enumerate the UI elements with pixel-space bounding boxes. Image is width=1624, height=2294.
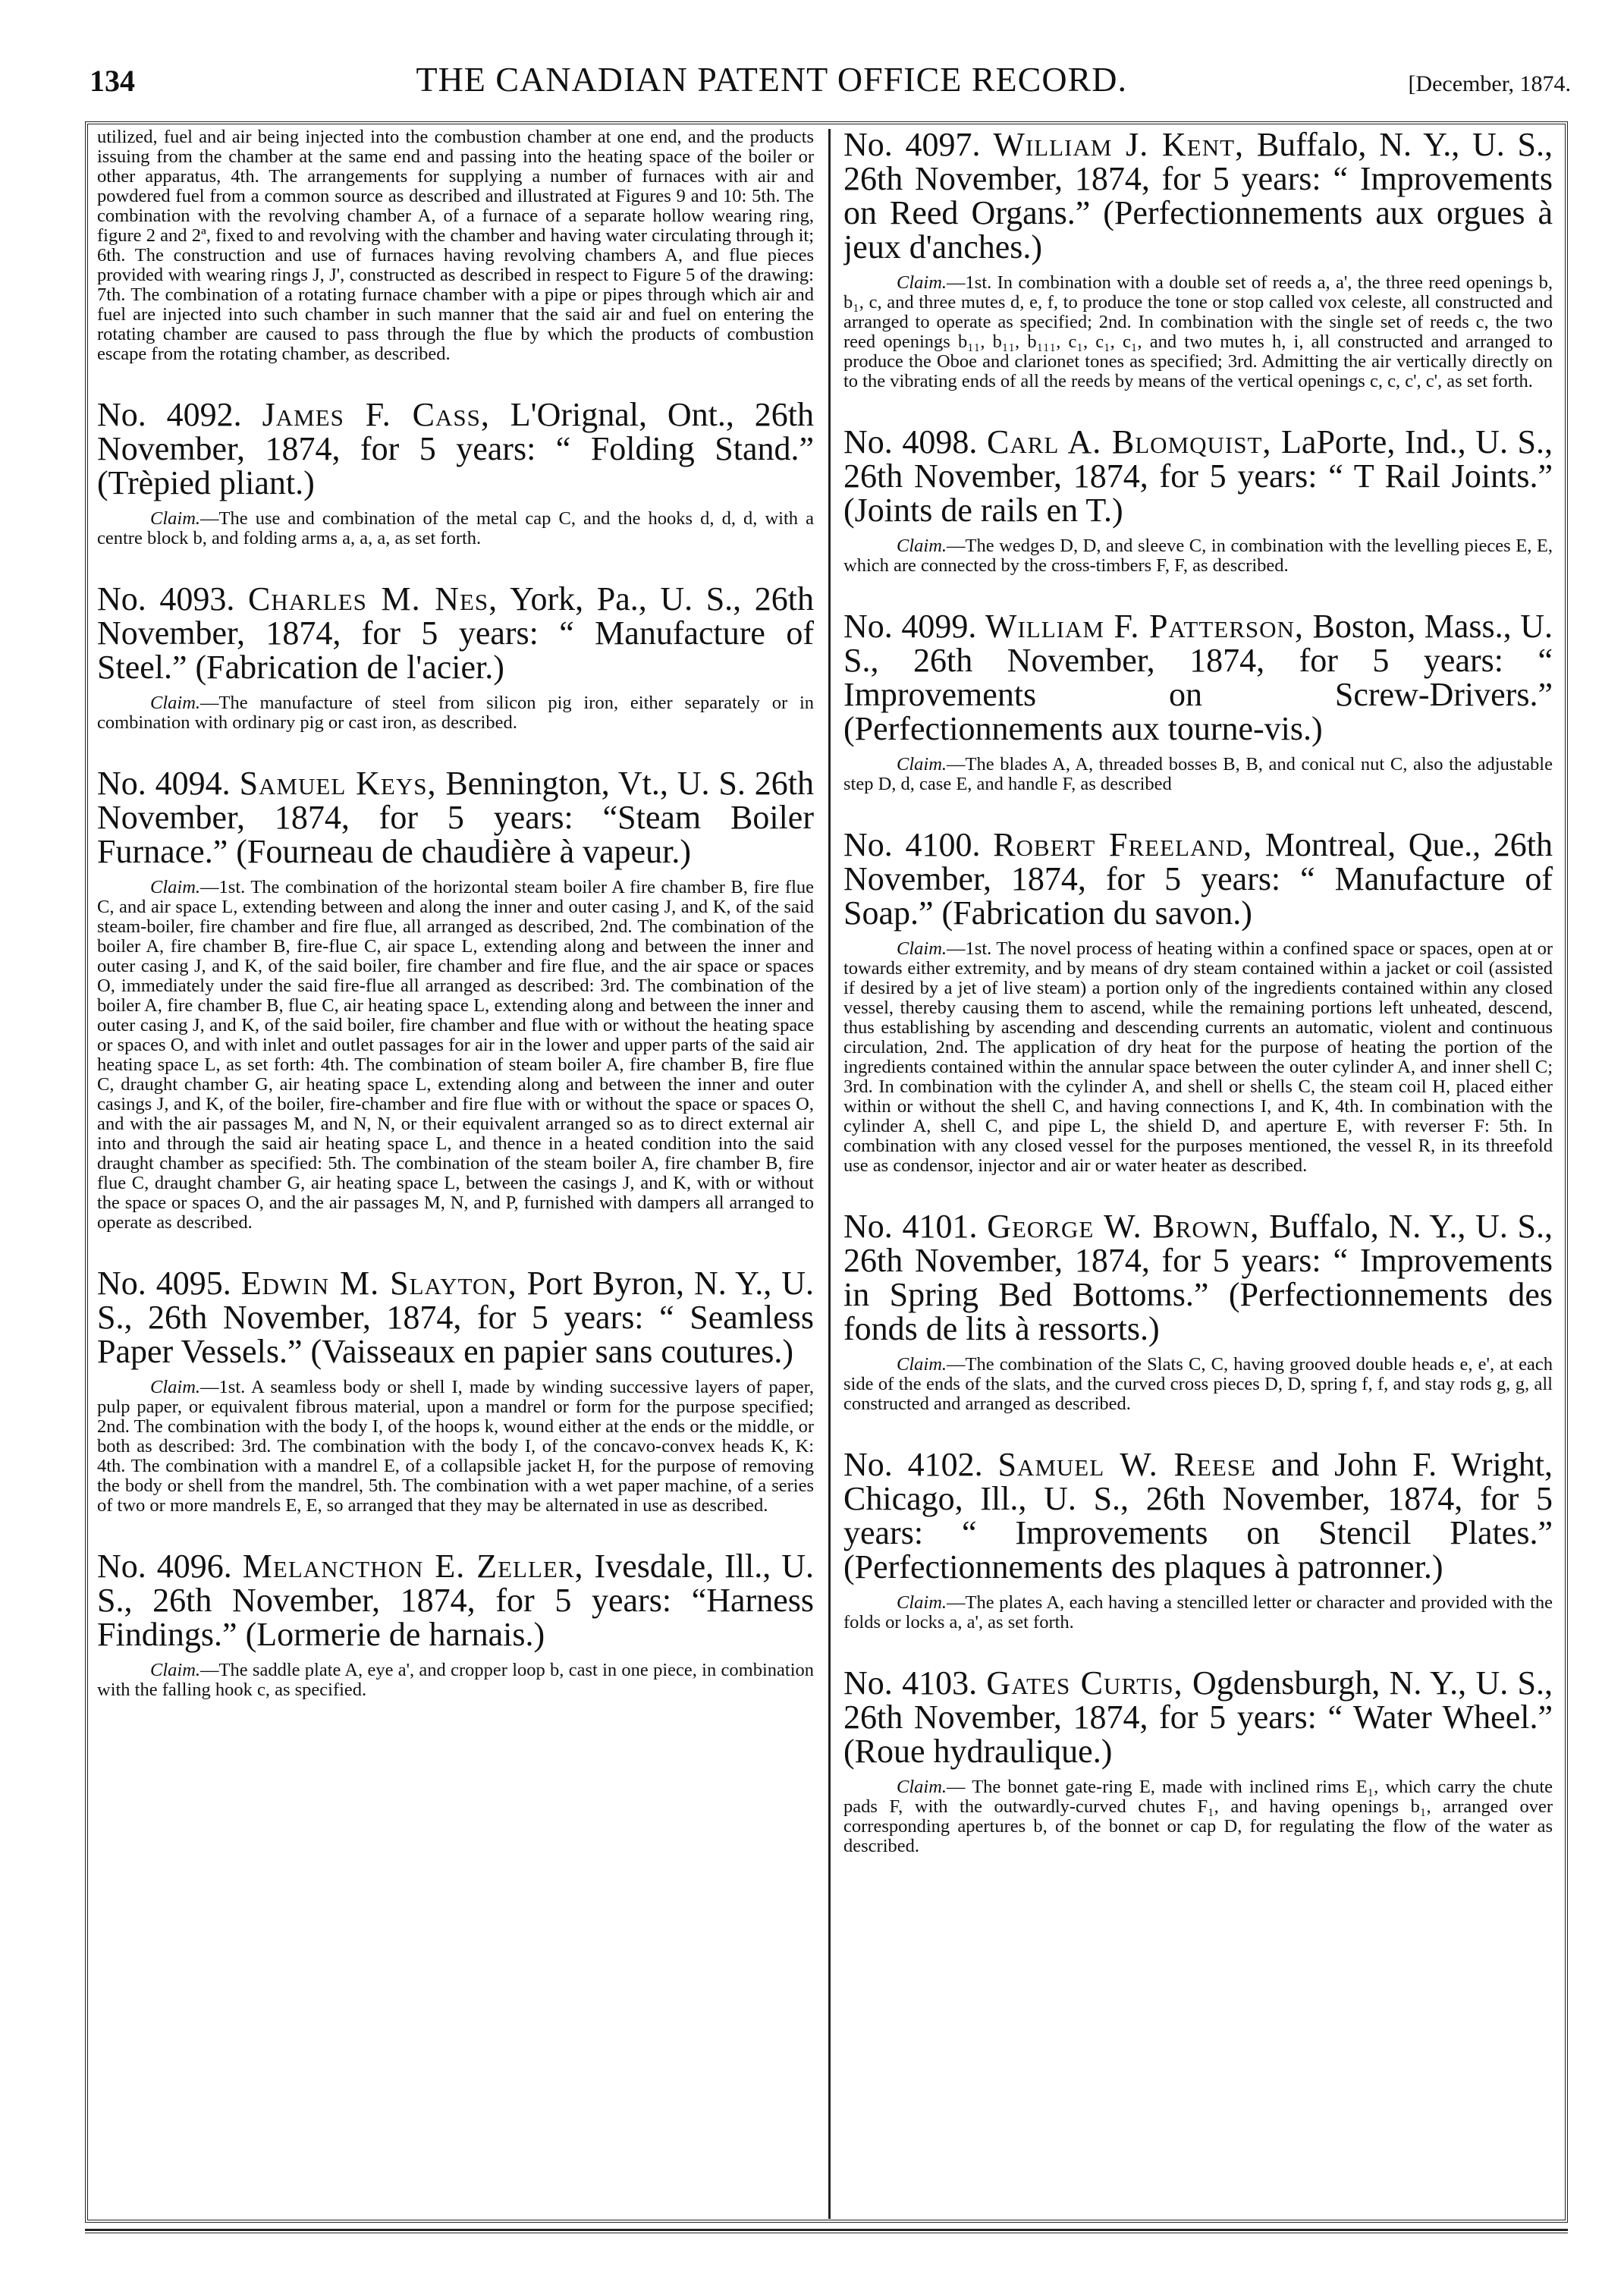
patent-number: No. 4103. — [843, 1664, 978, 1702]
patent-details: and John F. Wright, Chicago, Ill., U. S., 26th November, 1874, for 5 years: “ Improvements on Stencil Plates.” (Perfectionnements des plaques à patronner.) — [843, 1446, 1553, 1585]
claim-label: Claim. — [150, 1660, 201, 1680]
claim-label: Claim. — [150, 508, 201, 529]
claim-label: Claim. — [150, 877, 201, 897]
claim-label: Claim. — [897, 1777, 947, 1797]
patent-details: Ivesdale, Ill., U. S., 26th November, 1874, for 5 years: “Harness Findings.” (Lormerie de harnais.) — [97, 1548, 814, 1653]
patent-heading — [97, 1266, 814, 1369]
patent-claim — [843, 1355, 1553, 1414]
claim-label: Claim. — [897, 938, 947, 959]
claim-text: —The manufacture of steel from silicon pig iron, either separately or in combination with ordinary pig or cast iron, as described. — [97, 693, 814, 733]
patent-claim — [843, 755, 1553, 794]
claim-text: —1st. The novel process of heating within a confined space or spaces, open at or towards either extremity, and by means of dry steam contained within a jacket or coil (assisted if desired by a jet of live steam) a portion only of the ingredients contained within any closed vessel, thereby causing them to ascend, while the remaining portions left unheated, descend, thus establishing by ascending and descending currents an automatic, violent and continuous circulation, 2nd. The application of dry heat for the purpose of heating the portion of the ingredients contained within the annular space between the outer cylinder A, and inner shell C; 3rd. In combination with the cylinder A, and shell or shells C, the steam coil H, placed either within or without the shell C, and having connections I, and K, 4th. In combination with the cylinder A, shell C, and pipe L, the shield D, and aperture E, with reverser F: 5th. In combination with any closed vessel for the purposes mentioned, the vessel R, in its threefold use as condensor, injector and air or water heater as described. — [843, 938, 1553, 1176]
patent-entry-4095 — [97, 1266, 814, 1516]
patent-claim — [97, 1378, 814, 1516]
patent-number: No. 4095. — [97, 1265, 231, 1302]
patent-details: Bennington, Vt., U. S. 26th November, 1874, for 5 years: “Steam Boiler Furnace.” (Fourneau de chaudière à vapeur.) — [97, 765, 814, 870]
right-column — [843, 127, 1553, 2217]
patent-entry-4101 — [843, 1209, 1553, 1414]
patent-entry-4097 — [843, 127, 1553, 391]
column-divider — [828, 129, 831, 2219]
patent-details: Port Byron, N. Y., U. S., 26th November, 1874, for 5 years: “ Seamless Paper Vessels.” (Vaisseaux en papier sans coutures.) — [97, 1265, 814, 1370]
patent-entry-4094 — [97, 766, 814, 1233]
claim-text: —The use and combination of the metal cap C, and the hooks d, d, d, with a centre block b, and folding arms a, a, a, as set forth. — [97, 508, 814, 548]
claim-label: Claim. — [897, 1354, 947, 1375]
patent-details: Montreal, Que., 26th November, 1874, for 5 years: “ Manufacture of Soap.” (Fabrication du savon.) — [843, 826, 1553, 932]
patent-heading — [843, 1666, 1553, 1768]
patentee-name: George W. Brown, — [987, 1208, 1260, 1245]
claim-text: —The saddle plate A, eye a', and cropper loop b, cast in one piece, in combination with the falling hook c, as specified. — [97, 1660, 814, 1700]
patent-details: Boston, Mass., U. S., 26th November, 1874, for 5 years: “ Improvements on Screw-Drivers.” (Perfectionnements aux tourne-vis.) — [843, 608, 1553, 747]
issue-date: [December, 1874. — [1408, 71, 1571, 96]
patent-details: York, Pa., U. S., 26th November, 1874, for 5 years: “ Manufacture of Steel.” (Fabrication de l'acier.) — [97, 580, 814, 686]
patent-claim — [97, 509, 814, 548]
claim-label: Claim. — [150, 1377, 201, 1397]
patent-number: No. 4093. — [97, 580, 235, 617]
patent-number: No. 4092. — [97, 396, 242, 433]
patent-number: No. 4096. — [97, 1548, 232, 1585]
patent-entry-4103 — [843, 1666, 1553, 1856]
patent-number: No. 4094. — [97, 765, 231, 802]
patent-heading — [97, 766, 814, 869]
patent-heading — [843, 425, 1553, 527]
patent-number: No. 4098. — [843, 423, 978, 460]
patent-heading — [843, 828, 1553, 930]
claim-text: —The combination of the Slats C, C, having grooved double heads e, e', at each side of the ends of the slats, and the curved cross pieces D, D, spring f, f, and stay rods g, g, all constructed and arranged as described. — [843, 1354, 1553, 1414]
patent-claim — [843, 273, 1553, 391]
patent-claim — [843, 1593, 1553, 1633]
patent-number: No. 4102. — [843, 1446, 983, 1483]
patent-claim — [97, 1661, 814, 1700]
patentee-name: Carl A. Blomquist, — [987, 423, 1272, 460]
claim-label: Claim. — [897, 1592, 947, 1613]
claim-text: — The bonnet gate-ring E, made with inclined rims E₁, which carry the chute pads F, with the outwardly-curved chutes F₁, and having openings b₁, arranged over corresponding apertures b, of the bonnet or cap D, for regulating the flow of the water as described. — [843, 1777, 1553, 1856]
patentee-name: William F. Patterson, — [985, 608, 1304, 645]
publication-title: THE CANADIAN PATENT OFFICE RECORD. — [416, 60, 1127, 99]
claim-label: Claim. — [897, 272, 947, 293]
patent-heading — [843, 127, 1553, 264]
patentee-name: Charles M. Nes, — [247, 580, 498, 617]
patent-number: No. 4100. — [843, 826, 981, 863]
patentee-name: Melancthon E. Zeller, — [242, 1548, 584, 1585]
patent-details: Buffalo, N. Y., U. S., 26th November, 1874, for 5 years: “ Improvements on Reed Organs.” (Perfectionnements aux orgues à jeux d'anches.) — [843, 127, 1553, 266]
claim-label: Claim. — [150, 693, 201, 713]
running-header — [90, 59, 1571, 105]
patent-heading — [843, 1209, 1553, 1346]
continued-claim — [97, 127, 814, 364]
patent-claim — [843, 939, 1553, 1176]
patent-heading — [97, 1549, 814, 1651]
patent-number: No. 4099. — [843, 608, 977, 645]
claim-text: —1st. In combination with a double set of reeds a, a', the three reed openings b, b₁, c, and three mutes d, e, f, to produce the tone or stop called vox celeste, all constructed and arranged to operate as specified; 2nd. In combination with the single set of reeds c, the two reed openings b₁₁, b₁₁, b₁₁₁, c₁, c₁, c₁, and two mutes h, i, all constructed and arranged to produce the Oboe and clarionet tones as specified; 3rd. Admitting the air vertically directly on to the vibrating ends of all the reeds by means of the vertical openings c, c, c', c', as set forth. — [843, 272, 1553, 391]
patent-heading — [97, 582, 814, 684]
patent-claim — [97, 693, 814, 733]
patentee-name: Gates Curtis, — [986, 1664, 1183, 1702]
patent-claim — [97, 878, 814, 1233]
patent-entry-4092 — [97, 398, 814, 548]
patent-number: No. 4097. — [843, 127, 981, 163]
patent-number: No. 4101. — [843, 1208, 978, 1245]
patentee-name: James F. Cass, — [262, 396, 490, 433]
patentee-name: Samuel W. Reese — [997, 1446, 1256, 1483]
continued-claim-text: utilized, fuel and air being injected into the combustion chamber at one end, and the products issuing from the chamber at the same end and passing into the heating space of the boiler or other apparatus, 4th. The arrangements for supplying a number of furnaces with air and powdered fuel from a common source as described and illustrated at Figures 9 and 10: 5th. The combination with the revolving chamber A, of a furnace of a separate hollow wearing ring, figure 2 and 2ª, fixed to and revolving with the chamber and having water circulating through it; 6th. The construction and use of furnaces having revolving chambers A, and flue pieces provided with wearing rings J, J', constructed as described in respect to Figure 5 of the drawing: 7th. The combination of a rotating furnace chamber with a pipe or pipes through which air and fuel are injected into such chamber in such manner that the said air and fuel on entering the rotating chamber are caused to pass through the flue by which the products of combustion escape from the rotating chamber, as described. — [97, 127, 814, 364]
claim-text: —1st. A seamless body or shell I, made by winding successive layers of paper, pulp paper, or equivalent fibrous material, upon a mandrel or form for the purpose specified; 2nd. The combination with the body I, of the hoops k, wound either at the ends or the middle, or both as described: 3rd. The combination with the body I, of the concavo-convex heads K, K: 4th. The combination with a mandrel E, of a collapsible jacket H, for the purpose of removing the body or shell from the mandrel, 5th. The combination with a wet paper machine, of a series of two or more mandrels E, E, so arranged that they may be alternated in use as described. — [97, 1377, 814, 1516]
left-column — [97, 127, 814, 2217]
claim-label: Claim. — [897, 536, 947, 556]
patent-heading — [843, 1447, 1553, 1584]
patent-entry-4093 — [97, 582, 814, 733]
patent-entry-4099 — [843, 609, 1553, 794]
patentee-name: William J. Kent, — [993, 127, 1245, 163]
patentee-name: Edwin M. Slayton, — [240, 1265, 517, 1302]
patent-claim — [843, 1777, 1553, 1856]
patent-entry-4102 — [843, 1447, 1553, 1633]
patent-entry-4100 — [843, 828, 1553, 1176]
patent-heading — [97, 398, 814, 500]
claim-text: —1st. The combination of the horizontal steam boiler A fire chamber B, fire flue C, and air space L, extending between and along the inner and outer casing J, and K, of the said steam-boiler, fire chamber and fire flue, all arranged as described, 2nd. The combination of the boiler A, fire chamber B, fire-flue C, air space L, extending along and between the inner and outer casing J, and K, of the said boiler, fire chamber and fire flue, and the air space or spaces O, immediately under the said fire-flue all arranged as described: 3rd. The combination of the boiler A, fire chamber B, flue C, air heating space L, extending along and between the inner and outer casing J, and K, of the said boiler, fire chamber and flue with or without the heating space or spaces O, and with inlet and outlet passages for air in the lower and upper parts of the said air heating space L, as set forth: 4th. The combination of steam boiler A, fire chamber B, fire flue C, draught chamber G, air heating space L, extending along and between the inner and outer casings J, and K, of the boiler, fire-chamber and fire flue with or without the space or spaces O, and with the air passages M, and N, N, or their equivalent arranged so as to direct external air into and through the said air heating space L, and thence in a heated condition into the said draught chamber as specified: 5th. The combination of the steam boiler A, fire chamber B, fire flue C, draught chamber G, air heating space L, between the casings J, and K, with or without the space or spaces O, and the air passages M, N, and P, furnished with dampers all arranged to operate as described. — [97, 877, 814, 1233]
patent-details: LaPorte, Ind., U. S., 26th November, 1874, for 5 years: “ T Rail Joints.” (Joints de rails en T.) — [843, 423, 1553, 529]
claim-text: —The wedges D, D, and sleeve C, in combination with the levelling pieces E, E, which are connected by the cross-timbers F, F, as described. — [843, 536, 1553, 576]
page-number: 134 — [90, 64, 135, 98]
claim-text: —The plates A, each having a stencilled letter or character and provided with the folds or locks a, a', as set forth. — [843, 1592, 1553, 1633]
patent-details: L'Orignal, Ont., 26th November, 1874, for 5 years: “ Folding Stand.” (Trèpied pliant.) — [97, 396, 814, 501]
claim-label: Claim. — [897, 754, 947, 775]
claim-text: —The blades A, A, threaded bosses B, B, and conical nut C, also the adjustable step D, d, case E, and handle F, as described — [843, 754, 1553, 794]
patentee-name: Robert Freeland, — [993, 826, 1253, 863]
patent-details: Ogdensburgh, N. Y., U. S., 26th November, 1874, for 5 years: “ Water Wheel.” (Roue hydraulique.) — [843, 1664, 1553, 1770]
patentee-name: Samuel Keys, — [239, 765, 437, 802]
bottom-rule — [85, 2229, 1568, 2233]
patent-entry-4098 — [843, 425, 1553, 576]
patent-details: Buffalo, N. Y., U. S., 26th November, 1874, for 5 years: “ Improvements in Spring Bed Bottoms.” (Perfectionnements des fonds de lits à ressorts.) — [843, 1208, 1553, 1347]
patent-entry-4096 — [97, 1549, 814, 1700]
patent-claim — [843, 536, 1553, 576]
patent-heading — [843, 609, 1553, 746]
